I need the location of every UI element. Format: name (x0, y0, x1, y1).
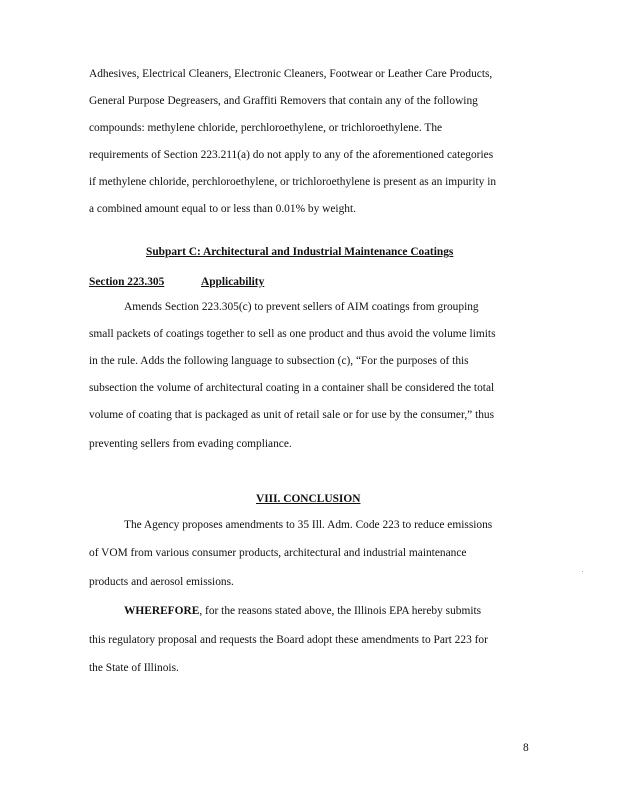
paragraph-line: General Purpose Degreasers, and Graffiti Removers that contain any of the following (89, 95, 478, 107)
page-number: 8 (523, 742, 529, 754)
paragraph-text: , for the reasons stated above, the Illinois EPA hereby submits (199, 605, 482, 617)
paragraph-line: preventing sellers from evading compliance. (89, 438, 292, 450)
paragraph-line: requirements of Section 223.211(a) do not apply to any of the aforementioned categories (89, 149, 494, 161)
paragraph-line: Adhesives, Electrical Cleaners, Electronic Cleaners, Footwear or Leather Care Products, (89, 68, 493, 80)
scan-speck (582, 571, 583, 572)
paragraph-line: of VOM from various consumer products, architectural and industrial maintenance (89, 547, 467, 559)
paragraph-line: small packets of coatings together to sell as one product and thus avoid the volume limits (89, 328, 496, 340)
conclusion-heading: VIII. CONCLUSION (256, 493, 361, 505)
paragraph-line: if methylene chloride, perchloroethylene, or trichloroethylene is present as an impurity in (89, 176, 497, 188)
paragraph-line: subsection the volume of architectural coating in a container shall be considered the total (89, 382, 495, 394)
section-title: Applicability (201, 276, 265, 288)
subpart-heading: Subpart C: Architectural and Industrial Maintenance Coatings (146, 246, 454, 258)
paragraph-line: compounds: methylene chloride, perchloroethylene, or trichloroethylene. The (89, 122, 443, 134)
paragraph-line: this regulatory proposal and requests the Board adopt these amendments to Part 223 for (89, 634, 488, 646)
paragraph-line: The Agency proposes amendments to 35 Ill. Adm. Code 223 to reduce emissions (124, 519, 493, 531)
paragraph-line: the State of Illinois. (89, 662, 179, 674)
paragraph-line: Amends Section 223.305(c) to prevent sellers of AIM coatings from grouping (124, 301, 479, 313)
paragraph-line: a combined amount equal to or less than 0.01% by weight. (89, 203, 356, 215)
paragraph-line: products and aerosol emissions. (89, 576, 234, 588)
section-number: Section 223.305 (89, 276, 165, 288)
paragraph-line: in the rule. Adds the following language to subsection (c), “For the purposes of this (89, 355, 469, 367)
wherefore-lead: WHEREFORE (124, 605, 200, 617)
paragraph-line (124, 604, 481, 618)
paragraph-line: volume of coating that is packaged as unit of retail sale or for use by the consumer,” thus (89, 409, 495, 421)
